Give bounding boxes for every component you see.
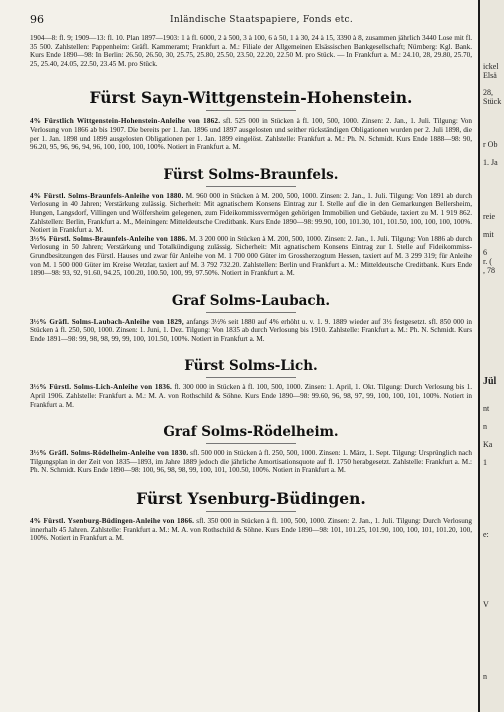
entry-paragraph xyxy=(30,517,472,543)
title-rule xyxy=(206,511,296,512)
entry-paragraph xyxy=(30,192,472,235)
page-body xyxy=(30,34,472,543)
adjacent-fragment: Jül xyxy=(483,376,497,387)
adjacent-fragment: 1 xyxy=(483,458,487,467)
intro-paragraph: 1904—8: fl. 9; 1909—13: fl. 10. Plan 1897—1903: 1 à fl. 6000, 2 à 500, 3 à 100, 6 à 50, 1 à 30, 24 à 15, 3390 à 8, zusammen jährlich 3440 Lose mit fl. 35 500. Zahlstellen: Pappenheim: Gräfl. Kammeramt; Frankfurt a. M.: Filiale der Allgemeinen Elsässischen Bankgesellschaft; Nürnberg: Kgl. Bank. Kurs Ende 1890—98: In Berlin: 26.50, 26.50, 30, 25.75, 25.80, 25.50, 23.50, 22.20, 22.50 M. pro Stück. — In Frankfurt a. M.: 24.10, 28, 29.80, 25.70, 25, 25.40, 24.05, 22.50, 23.45 M. pro Stück. xyxy=(30,34,472,68)
entry-paragraph xyxy=(30,117,472,151)
entry-lead: 3½% Fürstl. Solms-Braunfels-Anleihe von 1886. xyxy=(30,234,188,243)
entry-text: M. 3 200 000 in Stücken à M. 200, 500, 1000. Zinsen: 2. Jan., 1. Juli. Tilgung: Von 1886 ab durch Verlosung in 50 Jahren; Verstärkung und Totalkündigung zulässig. Sicherheit: Mit agnatischem Konsens Eintrag zur I. Stelle auf Fideikommiss-Grundbesitzungen des Fürstl. Hauses und zwar für Anleihe von M. 1 700 000 Güter im Grossherzogtum Hessen, taxiert auf M. 3 299 319; für Anleihe von M. 1 500 000 Güter im Kreise Wetzlar, taxiert auf M. 3 792 732.20. Zahlstellen: Berlin und Frankfurt a. M.: Mitteldeutsche Creditbank. Kurs Ende 1890—98: 93, 92, 91.60, 94.25, 100.20, 100.50, 100, 99, 97.50%. Notiert in Frankfurt a. M. xyxy=(30,234,472,278)
entry-text: M. 960 000 in Stücken à M. 200, 500, 1000. Zinsen: 2. Jan., 1. Juli. Tilgung: Von 1891 ab durch Verlosung in 40 Jahren; Verstärkung zulässig. Sicherheit: Mit agnatischem Konsens Eintrag zur I. Stelle auf die in den Gemarkungen Bellersheim, Hungen, Langsdorf, Villingen und Wölfersheim gelegenen, zum Fideikommissvermögen gehörigen Immobilien und Gebäude, taxiert zu M. 1 919 862. Zahlstellen: Berlin, Frankfurt a. M., Meiningen: Mitteldeutsche Creditbank. Kurs Ende 1890—98: 99.90, 100, 101.30, 101, 101.50, 100, 100, 100, 100%. Notiert in Frankfurt a. M. xyxy=(30,191,472,235)
entry-lead: 3½% Fürstl. Solms-Lich-Anleihe von 1836. xyxy=(30,383,173,392)
section-title: Graf Solms-Rödelheim. xyxy=(163,424,339,441)
adjacent-fragment: e: xyxy=(483,530,489,539)
entry-text: sfl. 525 000 in Stücken à fl. 100, 500, 1000. Zinsen: 2. Jan., 1. Juli. Tilgung: Von Verlosung von 1866 ab bis 1907. Die bereits per 1. Jan. 1896 und 1897 ausgelosten und seither rückständigen Obligationen wurden per 2. Juli 1898, die per 1. Jan. 1898 und 1899 ausgelosten Obligationen per 1. Jan. 1899 eingelöst. Zahlstelle: Frankfurt a. M.: Ph. N. Schmidt. Kurs Ende 1888—98: 90, 96.20, 95, 96, 96, 94, 96, 100, 100, 100, 100%. Notiert in Frankfurt a. M. xyxy=(30,117,472,152)
adjacent-page-strip xyxy=(478,0,504,712)
adjacent-fragment: mit xyxy=(483,230,494,239)
title-rule xyxy=(206,377,296,378)
entry-paragraph xyxy=(30,318,472,344)
entry-lead: 4% Fürstl. Ysenburg-Büdingen-Anleihe von 1866. xyxy=(30,517,195,526)
adjacent-fragment: n xyxy=(483,672,487,681)
section xyxy=(30,424,472,475)
entry-lead: 4% Fürstlich Wittgenstein-Hohenstein-Anleihe von 1862. xyxy=(30,117,221,126)
entry-lead: 3½% Gräfl. Solms-Laubach-Anleihe von 1829, xyxy=(30,317,184,326)
section xyxy=(30,490,472,543)
section xyxy=(30,167,472,278)
adjacent-fragment: nt xyxy=(483,404,490,413)
section-title: Fürst Ysenburg-Büdingen. xyxy=(136,489,366,509)
title-rule xyxy=(206,312,296,313)
adjacent-fragment: V xyxy=(483,600,489,609)
section xyxy=(30,293,472,344)
entry-paragraph xyxy=(30,235,472,278)
adjacent-fragment: 28, xyxy=(483,88,493,97)
title-rule xyxy=(206,186,296,187)
title-rule xyxy=(206,110,296,111)
adjacent-fragment: Elsä xyxy=(483,71,497,80)
entry-text: fl. 300 000 in Stücken à fl. 100, 500, 1000. Zinsen: 1. April, 1. Okt. Tilgung: Durch Verlosung bis 1. April 1906. Zahlstelle: Frankfurt a. M.: M. A. von Rothschild & Söhne. Kurs Ende 1890—98: 99.60, 96, 98, 97, 99, 100, 100, 101, 100%. Notiert in Frankfurt a. M. xyxy=(30,383,472,409)
entry-lead: 3½% Gräfl. Solms-Rödelheim-Anleihe von 1830. xyxy=(30,449,189,458)
adjacent-fragment: n xyxy=(483,422,487,431)
section-title: Fürst Sayn-Wittgenstein-Hohenstein. xyxy=(89,88,413,108)
adjacent-fragment: Stück xyxy=(483,97,502,106)
entry-lead: 4% Fürstl. Solms-Braunfels-Anleihe von 1880. xyxy=(30,191,184,200)
section-title: Fürst Solms-Lich. xyxy=(184,358,318,375)
section xyxy=(30,358,472,409)
section-title: Fürst Solms-Braunfels. xyxy=(163,166,339,183)
adjacent-fragment: 6 xyxy=(483,248,487,257)
adjacent-fragment: r. ( xyxy=(483,257,492,266)
adjacent-fragment: 1. Ja xyxy=(483,158,498,167)
adjacent-fragment: ickel xyxy=(483,62,499,71)
page-number: 96 xyxy=(30,13,44,26)
adjacent-fragment: , 78 xyxy=(483,266,495,275)
entry-text: anfangs 3½% seit 1880 auf 4% erhöht u. v. 1. 9. 1889 wieder auf 3½ festgesetzt. sfl. 850 000 in Stücken à fl. 250, 500, 1000. Zinsen: 1. Juni, 1. Dez. Tilgung: Von 1835 ab durch Verlosung bis 1910. Zahlstelle: Frankfurt a. M.: Ph. N. Schmidt. Kurs Ende 1891—98: 99, 98, 98, 99, 99, 100, 101.50, 100%. Notiert in Frankfurt a. M. xyxy=(30,317,472,343)
adjacent-fragment: reie xyxy=(483,212,495,221)
adjacent-fragment: r Ob xyxy=(483,140,498,149)
entry-text: sfl. 350 000 in Stücken à fl. 100, 500, 1000. Zinsen: 2. Jan., 1. Juli. Tilgung: Durch Verlosung innerhalb 45 Jahren. Zahlstelle: Frankfurt a. M.: M. A. von Rothschild & Söhne. Kurs Ende 1890—98: 101, 101.25, 101.90, 100, 100, 101, 101.20, 100, 100%. Notiert in Frankfurt a. M. xyxy=(30,517,473,543)
running-head: Inländische Staatspapiere, Fonds etc. xyxy=(170,15,354,25)
entry-paragraph xyxy=(30,383,472,409)
entry-text: sfl. 500 000 in Stücken à fl. 250, 500, 1000. Zinsen: 1. März, 1. Sept. Tilgung: Ursprünglich nach Tilgungsplan in der Zeit von 1835—1893, im Jahre 1889 jedoch die jährliche Amortisationsquote auf fl. 1750 herabgesetzt. Zahlstelle: Frankfurt a. M.: Ph. N. Schmidt. Kurs Ende 1890—98: 100, 96, 98, 98, 99, 100, 101, 100.50, 100%. Notiert in Frankfurt a. M. xyxy=(30,449,472,475)
adjacent-fragment: Ka xyxy=(483,440,493,449)
section xyxy=(30,89,472,151)
section-title: Graf Solms-Laubach. xyxy=(171,292,331,309)
title-rule xyxy=(206,443,296,444)
entry-paragraph xyxy=(30,449,472,475)
